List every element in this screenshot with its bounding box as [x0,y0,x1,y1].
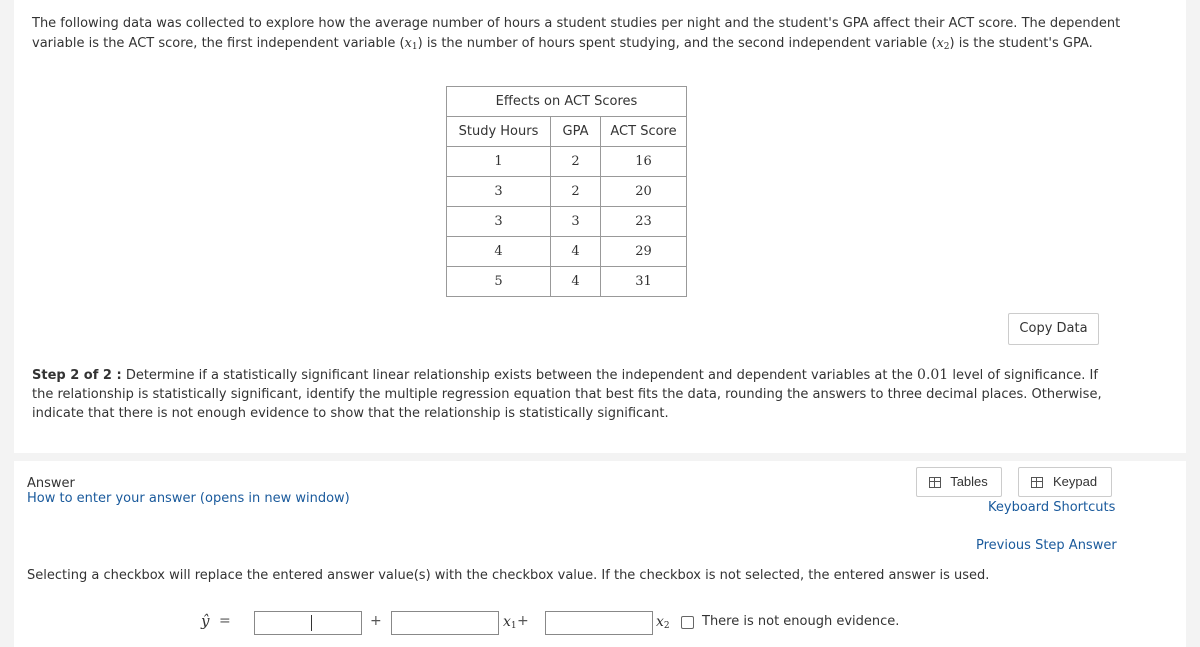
cell-gpa: 4 [551,237,601,267]
table-row [447,177,687,207]
problem-card [14,0,1186,453]
keyboard-shortcuts-link[interactable]: Keyboard Shortcuts [988,500,1116,515]
cell-hours: 3 [447,177,551,207]
checkbox-note: Selecting a checkbox will replace the entered answer value(s) with the checkbox value. If the checkbox is not selected, the entered answer is used. [27,568,990,583]
x1-coefficient-input[interactable] [391,611,499,635]
cell-gpa: 4 [551,267,601,297]
x2-symbol: $x_2$ [936,36,950,52]
table-icon [929,477,941,488]
cell-act: 23 [601,207,687,237]
cell-act: 20 [601,177,687,207]
plus-sign: + [370,613,382,629]
x2-variable: $x_2$ [656,614,670,631]
cell-hours: 5 [447,267,551,297]
step-label: Step 2 of 2 : [32,368,122,383]
x1-symbol: $x_1$ [404,36,418,52]
intro-text-2: ) is the number of hours spent studying, and the second independent variable ( [417,36,937,51]
equals-sign: = [219,613,231,629]
problem-intro [32,14,1132,57]
intro-text-3: ) is the student's GPA. [949,36,1093,51]
x2-coefficient-input[interactable] [545,611,653,635]
step-instructions: Step 2 of 2 : Determine if a statistically significant linear relationship exists between the independent and dependent variables at the 0.01 level of significance. If the relationship is statistically significant, identify the multiple regression equation that best fits the data, rounding the answers to three decimal places. Otherwise, indicate that there is not enough evidence to show that the relationship is statistically significant. [32,367,1102,421]
intro-text-1: The following data was collected to explore how the average number of hours a student studies per night and the student's GPA affect their ACT score. The dependent variable is the ACT score, the first independent variable ( [32,16,1121,51]
keypad-icon [1031,477,1043,488]
header-gpa: GPA [551,117,601,147]
answer-heading: Answer [27,476,75,491]
table-row [447,147,687,177]
cell-gpa: 2 [551,147,601,177]
not-enough-evidence-checkbox[interactable] [681,616,694,629]
keypad-button[interactable]: Keypad [1018,467,1112,497]
how-to-enter-link[interactable]: How to enter your answer (opens in new window) [27,491,350,506]
text-caret [311,615,312,631]
answer-card [14,461,1186,647]
intercept-input[interactable] [254,611,362,635]
cell-hours: 3 [447,207,551,237]
tables-button[interactable]: Tables [916,467,1002,497]
not-enough-evidence-label[interactable]: There is not enough evidence. [702,614,900,629]
table-caption: Effects on ACT Scores [447,87,687,117]
previous-step-answer-link[interactable]: Previous Step Answer [976,538,1117,553]
cell-act: 31 [601,267,687,297]
cell-gpa: 3 [551,207,601,237]
cell-gpa: 2 [551,177,601,207]
cell-hours: 4 [447,237,551,267]
regression-equation [14,611,1014,637]
data-table [446,86,687,297]
cell-hours: 1 [447,147,551,177]
x1-variable: $x_1$ [503,614,517,631]
y-hat-symbol: ŷ [201,612,210,630]
plus-sign: + [517,613,529,629]
significance-level: 0.01 [917,367,949,383]
copy-data-button[interactable]: Copy Data [1008,313,1099,345]
table-row [447,237,687,267]
header-study-hours: Study Hours [447,117,551,147]
cell-act: 29 [601,237,687,267]
table-row [447,267,687,297]
table-row [447,207,687,237]
header-act-score: ACT Score [601,117,687,147]
cell-act: 16 [601,147,687,177]
